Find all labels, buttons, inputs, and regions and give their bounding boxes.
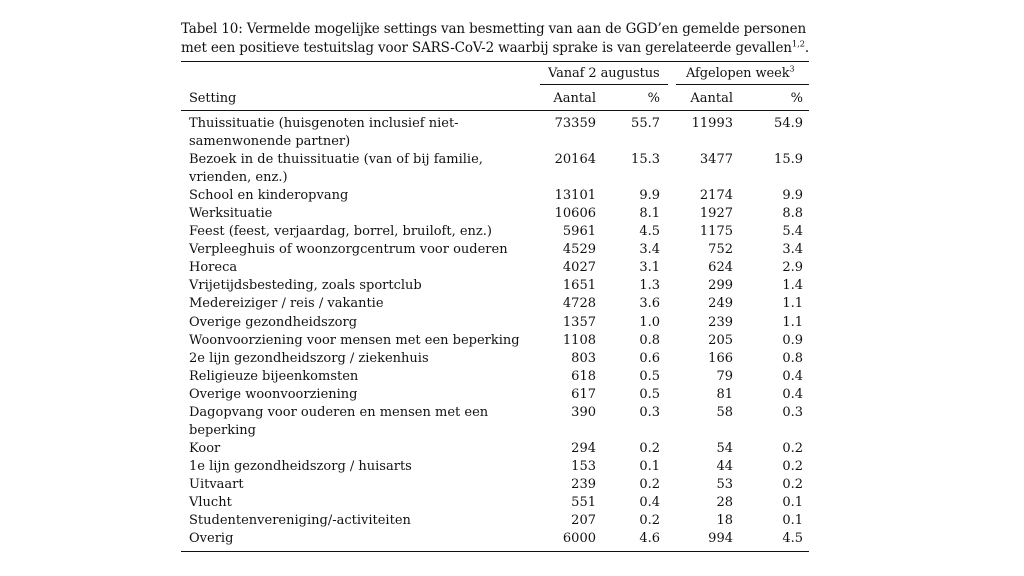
row-pct2: 4.5 <box>782 531 803 546</box>
caption-line-2 <box>181 39 821 58</box>
caption-line-2-text: met een positieve testuitslag voor SARS-CoV-2 waarbij sprake is van gerelateerde gevallen <box>181 40 792 56</box>
row-aantal2: 2174 <box>699 188 733 203</box>
row-pct2: 54.9 <box>774 116 803 131</box>
row-pct1: 55.7 <box>631 116 660 131</box>
row-pct1: 0.2 <box>639 441 660 456</box>
header-group-vanaf: Vanaf 2 augustus <box>548 66 660 81</box>
row-pct1: 0.4 <box>639 495 660 510</box>
row-setting: 1e lijn gezondheidszorg / huisarts <box>189 459 412 474</box>
row-aantal1: 207 <box>571 513 596 528</box>
header-aantal-2: Aantal <box>690 91 733 106</box>
row-pct2: 0.2 <box>782 459 803 474</box>
row-pct1: 3.1 <box>639 260 660 275</box>
top-rule <box>181 61 809 62</box>
row-aantal2: 18 <box>716 513 733 528</box>
row-aantal2: 81 <box>716 387 733 402</box>
row-aantal1: 390 <box>571 405 596 420</box>
row-setting: School en kinderopvang <box>189 188 349 203</box>
row-setting: Vrijetijdsbesteding, zoals sportclub <box>189 278 422 293</box>
row-pct2: 1.1 <box>782 296 803 311</box>
row-pct2: 0.9 <box>782 333 803 348</box>
row-pct1: 0.6 <box>639 351 660 366</box>
row-pct1: 0.5 <box>639 369 660 384</box>
row-setting: Overig <box>189 531 234 546</box>
row-aantal2: 166 <box>708 351 733 366</box>
bottom-rule <box>181 551 809 552</box>
header-rule <box>181 110 809 111</box>
row-aantal1: 1108 <box>562 333 596 348</box>
row-aantal2: 53 <box>716 477 733 492</box>
row-aantal2: 249 <box>708 296 733 311</box>
row-aantal1: 617 <box>571 387 596 402</box>
row-pct2: 8.8 <box>782 206 803 221</box>
row-aantal1: 10606 <box>554 206 596 221</box>
row-pct2: 5.4 <box>782 224 803 239</box>
header-footnote-marker: 3 <box>789 64 795 74</box>
row-pct2: 9.9 <box>782 188 803 203</box>
caption-footnote-marker: 1,2 <box>791 39 805 50</box>
row-pct2: 0.8 <box>782 351 803 366</box>
row-aantal1: 5961 <box>562 224 596 239</box>
row-aantal1: 20164 <box>554 152 596 167</box>
row-setting: Verpleeghuis of woonzorgcentrum voor ouderen <box>189 242 508 257</box>
row-setting: Vlucht <box>189 495 232 510</box>
row-aantal2: 1927 <box>699 206 733 221</box>
row-aantal1: 239 <box>571 477 596 492</box>
row-pct1: 0.8 <box>639 333 660 348</box>
row-setting: Religieuze bijeenkomsten <box>189 369 359 384</box>
row-pct1: 1.3 <box>639 278 660 293</box>
row-aantal1: 153 <box>571 459 596 474</box>
row-pct2: 1.1 <box>782 315 803 330</box>
row-pct1: 0.2 <box>639 477 660 492</box>
row-pct1: 0.3 <box>639 405 660 420</box>
header-pct-2: % <box>790 91 803 106</box>
row-pct1: 0.2 <box>639 513 660 528</box>
row-aantal1: 1357 <box>562 315 596 330</box>
row-aantal1: 4027 <box>562 260 596 275</box>
row-aantal1: 1651 <box>562 278 596 293</box>
row-aantal2: 54 <box>716 441 733 456</box>
row-aantal2: 299 <box>708 278 733 293</box>
caption-line-1: Tabel 10: Vermelde mogelijke settings van besmetting van aan de GGD’en gemelde personen <box>181 21 806 37</box>
row-pct1: 15.3 <box>631 152 660 167</box>
row-aantal1: 73359 <box>554 116 596 131</box>
row-aantal1: 4728 <box>562 296 596 311</box>
row-pct1: 3.6 <box>639 296 660 311</box>
row-pct2: 0.1 <box>782 495 803 510</box>
header-aantal-1: Aantal <box>553 91 596 106</box>
group-rule-vanaf <box>540 84 668 85</box>
row-pct2: 15.9 <box>774 152 803 167</box>
row-aantal1: 803 <box>571 351 596 366</box>
row-aantal2: 11993 <box>691 116 733 131</box>
row-setting: Studentenvereniging/-activiteiten <box>189 513 411 528</box>
row-aantal2: 3477 <box>699 152 733 167</box>
row-pct2: 0.4 <box>782 387 803 402</box>
row-aantal2: 624 <box>708 260 733 275</box>
row-pct2: 0.2 <box>782 441 803 456</box>
row-aantal2: 994 <box>708 531 733 546</box>
row-pct2: 0.3 <box>782 405 803 420</box>
row-aantal1: 618 <box>571 369 596 384</box>
row-setting: Thuissituatie (huisgenoten inclusief niet-samenwonende partner) <box>189 116 459 149</box>
row-setting: Horeca <box>189 260 238 275</box>
row-pct1: 1.0 <box>639 315 660 330</box>
row-pct2: 1.4 <box>782 278 803 293</box>
row-pct2: 0.1 <box>782 513 803 528</box>
row-aantal2: 79 <box>716 369 733 384</box>
row-pct2: 0.2 <box>782 477 803 492</box>
table-caption <box>181 20 821 58</box>
row-pct2: 0.4 <box>782 369 803 384</box>
row-pct2: 2.9 <box>782 260 803 275</box>
row-aantal1: 6000 <box>562 531 596 546</box>
row-aantal1: 13101 <box>554 188 596 203</box>
row-pct2: 3.4 <box>782 242 803 257</box>
header-group-afgelopen-text: Afgelopen week <box>686 66 790 81</box>
row-aantal2: 44 <box>716 459 733 474</box>
row-setting: 2e lijn gezondheidszorg / ziekenhuis <box>189 351 429 366</box>
row-aantal2: 1175 <box>699 224 733 239</box>
row-aantal2: 28 <box>716 495 733 510</box>
row-aantal2: 239 <box>708 315 733 330</box>
row-setting: Dagopvang voor ouderen en mensen met een beperking <box>189 405 489 438</box>
row-setting: Woonvoorziening voor mensen met een beperking <box>189 333 520 348</box>
row-pct1: 0.5 <box>639 387 660 402</box>
row-pct1: 4.6 <box>639 531 660 546</box>
row-setting: Bezoek in de thuissituatie (van of bij familie, vrienden, enz.) <box>189 152 483 185</box>
row-aantal1: 294 <box>571 441 596 456</box>
row-setting: Medereiziger / reis / vakantie <box>189 296 384 311</box>
row-pct1: 0.1 <box>639 459 660 474</box>
row-setting: Feest (feest, verjaardag, borrel, bruiloft, enz.) <box>189 224 492 239</box>
row-aantal2: 58 <box>716 405 733 420</box>
caption-line-2-end: . <box>804 40 810 56</box>
row-aantal1: 551 <box>571 495 596 510</box>
row-aantal1: 4529 <box>562 242 596 257</box>
header-group-afgelopen <box>686 65 794 83</box>
row-aantal2: 205 <box>708 333 733 348</box>
row-aantal2: 752 <box>708 242 733 257</box>
row-pct1: 9.9 <box>639 188 660 203</box>
group-rule-afgelopen <box>676 84 809 85</box>
row-pct1: 4.5 <box>639 224 660 239</box>
row-setting: Overige woonvoorziening <box>189 387 358 402</box>
row-setting: Uitvaart <box>189 477 244 492</box>
row-setting: Werksituatie <box>189 206 273 221</box>
header-pct-1: % <box>647 91 660 106</box>
row-pct1: 3.4 <box>639 242 660 257</box>
row-setting: Koor <box>189 441 221 456</box>
row-setting: Overige gezondheidszorg <box>189 315 358 330</box>
header-setting: Setting <box>189 91 237 106</box>
row-pct1: 8.1 <box>639 206 660 221</box>
